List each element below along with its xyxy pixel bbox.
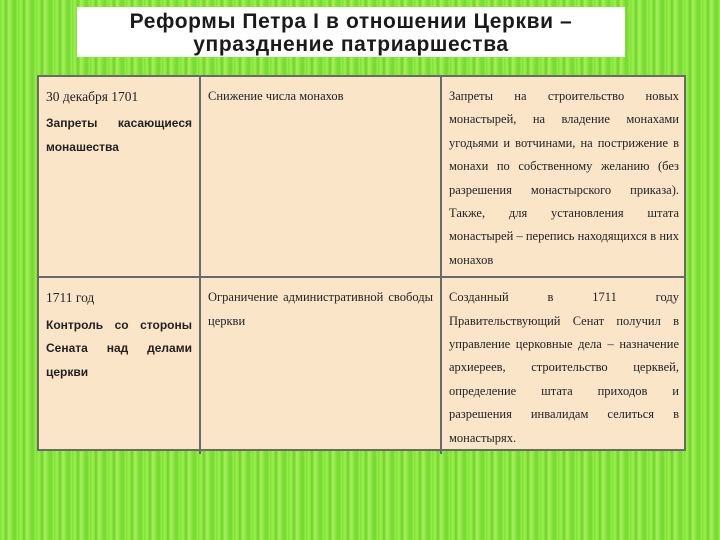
title-line-2: упразднение патриаршества	[193, 33, 509, 56]
title-line-1: Реформы Петра I в отношении Церкви –	[129, 10, 573, 33]
row-date: 30 декабря 1701	[46, 89, 139, 104]
date-category-cell	[39, 277, 200, 454]
details-cell: Запреты на строительство новых монастырей, на владение монахами угодьями и вотчинами, на пострижение в монахи по собственному желанию (без разрешения монастырского приказа). Также, для установления штата монастырей – перепись находящихся в них монахов	[441, 77, 686, 277]
table-row	[39, 77, 686, 277]
table-row	[39, 277, 686, 454]
reforms-table	[37, 75, 686, 451]
slide-title	[77, 7, 625, 57]
measure-cell: Ограничение административной свободы церкви	[200, 277, 441, 454]
row-category: Запреты касающиеся монашества	[46, 116, 192, 154]
row-category: Контроль со стороны Сената над делами церкви	[46, 317, 192, 379]
details-cell: Созданный в 1711 году Правительствующий Сенат получил в управление церковные дела – назначение архиереев, строительство церквей, определение штата приходов и разрешения инвалидам селиться в монастырях.	[441, 277, 686, 454]
measure-cell: Снижение числа монахов	[200, 77, 441, 277]
row-date: 1711 год	[46, 290, 95, 306]
date-category-cell	[39, 77, 200, 277]
